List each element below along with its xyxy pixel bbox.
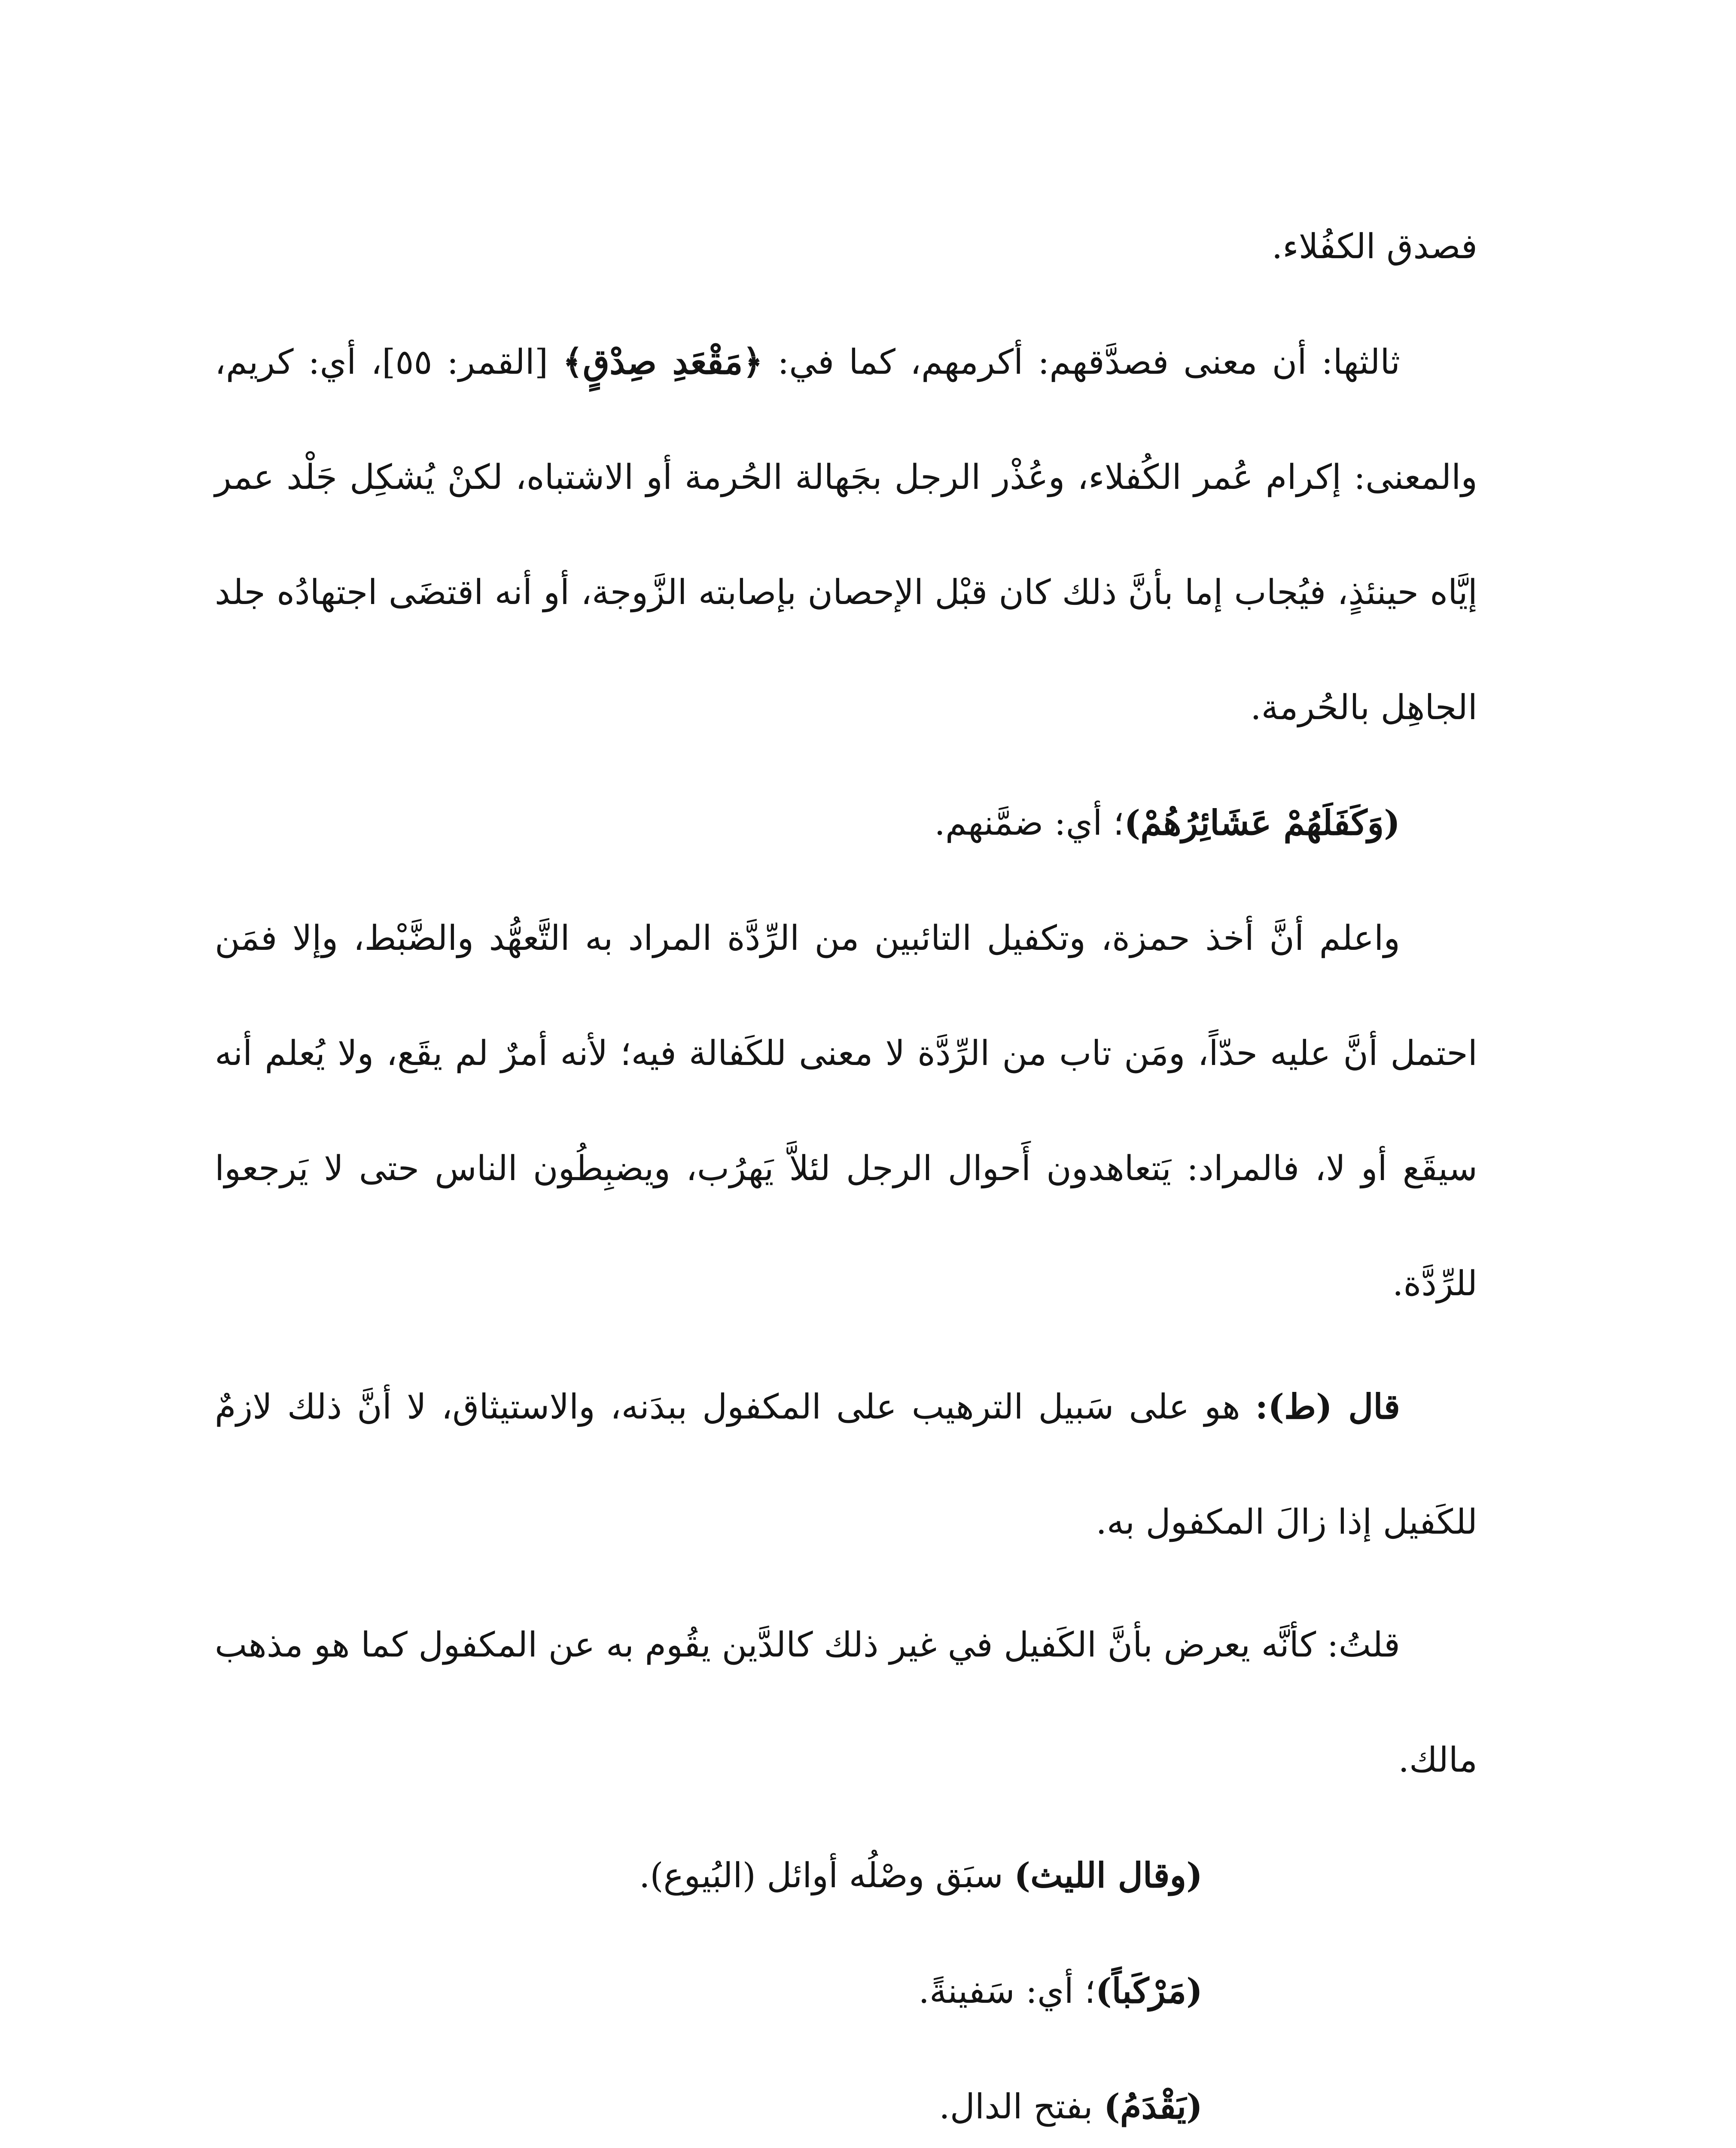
text-run: [القمر: ٥٥]، أي: كريم، والمعنى: إكرام عُمر الكُفلاء، وعُذْر الرجل بجَهالة الحُرمة أو الاشتباه، لكنْ يُشكِل جَلْد عمر إيَّاه حينئذٍ، فيُجاب إما بأنَّ ذلك كان قبْل الإحصان بإصابته الزَّوجة، أو أنه اقتضَى اجتهادُه جلد الجاهِل بالحُرمة. [215,342,1477,727]
text-run: ؛ أي: سَفينةً. [918,1971,1096,2011]
text-run: واعلم أنَّ أخذ حمزة، وتكفيل التائبين من الرِّدَّة المراد به التَّعهُّد والضَّبْط، وإلا فمَن احتمل أنَّ عليه حدّاً، ومَن تاب من الرِّدَّة لا معنى للكَفالة فيه؛ لأنه أمرٌ لم يقَع، ولا يُعلم أنه سيقَع أو لا، فالمراد: يَتعاهدون أَحوال الرجل لئلاَّ يَهرُب، ويضبِطُون الناس حتى لا يَرجعوا للرِّدَّة. [215,918,1477,1303]
paragraph-4 [215,881,1477,1341]
paragraph-3 [215,765,1477,881]
bold-term: (مَرْكَباً) [1095,1971,1203,2011]
paragraph-8 [215,1933,1477,2049]
text-run: قلتُ: كأنَّه يعرض بأنَّ الكَفيل في غير ذلك كالدَّين يقُوم به عن المكفول كما هو مذهب مالك. [215,1625,1477,1780]
text-run: ثالثها: أن معنى فصدَّقهم: أكرمهم، كما في: [763,342,1401,382]
bold-term: (وَكَفَلَهُمْ عَشَائِرُهُمْ) [1124,802,1400,843]
bold-term: (وقال الليث) [1014,1855,1203,1895]
text-run: ؛ أي: ضمَّنهم. [934,803,1124,843]
bold-term: قال (ط): [1255,1386,1400,1427]
paragraph-7 [215,1818,1477,1933]
text-run: سبَق وصْلُه أوائل (البُيوع). [639,1855,1014,1895]
paragraph-5 [215,1349,1477,1580]
paragraph-9 [215,2049,1477,2148]
page-body [215,189,1477,2148]
text-run: هو على سَبيل الترهيب على المكفول ببدَنه، والاستيثاق، لا أنَّ ذلك لازمٌ للكَفيل إذا زالَ المكفول به. [215,1387,1477,1542]
paragraph-6 [215,1587,1477,1818]
bold-term: (يَقْدَمُ) [1104,2086,1203,2127]
bold-term: ﴿مَقْعَدِ صِدْقٍ﴾ [563,342,763,382]
paragraph-2 [215,304,1477,765]
paragraph-1 [215,189,1477,304]
text-run: بفتح الدال. [939,2087,1104,2127]
text-run: فصدق الكفُلاء. [1271,226,1477,266]
